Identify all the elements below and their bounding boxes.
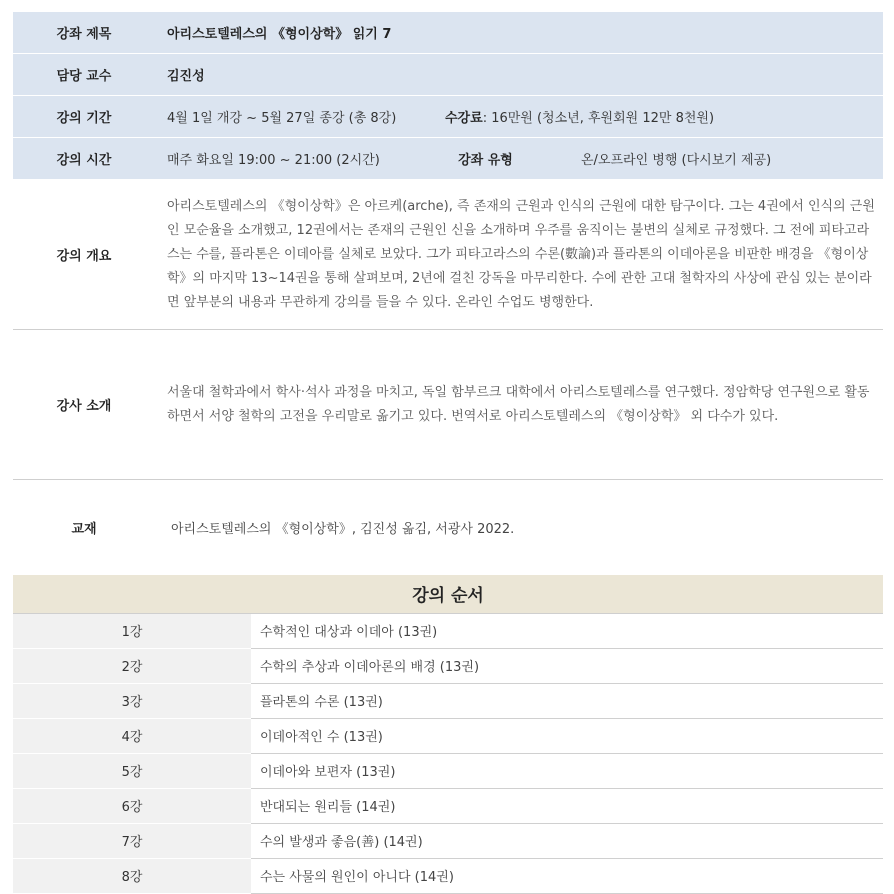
time-value: 매주 화요일 19:00 ~ 21:00 (2시간) [155, 138, 445, 180]
session-topic: 수는 사물의 원인이 아니다 (14권) [251, 858, 883, 893]
type-label: 강좌 유형 [445, 138, 525, 180]
session-number: 4강 [13, 718, 251, 753]
type-value: 온/오프라인 병행 (다시보기 제공) [525, 138, 883, 180]
fee-cell [445, 96, 883, 138]
table-row [13, 613, 883, 648]
title-row [13, 12, 883, 54]
table-row [13, 683, 883, 718]
fee-value: : 16만원 (청소년, 후원회원 12만 8천원) [482, 111, 715, 126]
session-number: 7강 [13, 823, 251, 858]
session-number: 1강 [13, 613, 251, 648]
session-topic: 수학의 추상과 이데아론의 배경 (13권) [251, 648, 883, 683]
instructor-row [13, 330, 883, 480]
schedule-header-row [13, 575, 883, 614]
overview-row [13, 180, 883, 330]
course-info-table [13, 12, 883, 575]
schedule-title: 강의 순서 [13, 575, 883, 614]
table-row [13, 788, 883, 823]
overview-text: 아리스토텔레스의 《형이상학》은 아르케(arche), 즉 존재의 근원과 인식의 근원에 대한 탐구이다. 그는 4권에서 인식의 근원인 모순율을 소개했고, 12권에서는 존재의 근원인 신을 소개하며 우주를 움직이는 불변의 실체로 규정했다. 그 전에 피타고라스는 수를, 플라톤은 이데아를 실체로 보았다. 그가 피타고라스의 수론(數論)과 플라톤의 이데아론을 비판한 배경을 《형이상학》의 마지막 13~14권을 통해 살펴보며, 2년에 걸친 강독을 마무리한다. 수에 관한 고대 철학자의 사상에 관심 있는 분이라면 앞부분의 내용과 무관하게 강의를 들을 수 있다. 온라인 수업도 병행한다. [155, 180, 883, 330]
instructor-label: 강사 소개 [13, 330, 155, 480]
table-row [13, 823, 883, 858]
session-topic: 플라톤의 수론 (13권) [251, 683, 883, 718]
session-topic: 이데아적인 수 (13권) [251, 718, 883, 753]
period-label: 강의 기간 [13, 96, 155, 138]
session-number: 5강 [13, 753, 251, 788]
course-page [13, 12, 883, 894]
session-topic: 수학적인 대상과 이데아 (13권) [251, 613, 883, 648]
textbook-label: 교재 [71, 521, 97, 537]
session-topic: 수의 발생과 좋음(善) (14권) [251, 823, 883, 858]
fee-label: 수강료 [445, 111, 483, 126]
course-title: 아리스토텔레스의 《형이상학》 읽기 7 [155, 12, 883, 54]
table-row [13, 718, 883, 753]
time-row [13, 138, 883, 180]
period-row [13, 96, 883, 138]
instructor-text: 서울대 철학과에서 학사·석사 과정을 마치고, 독일 함부르크 대학에서 아리스토텔레스를 연구했다. 정암학당 연구원으로 활동하면서 서양 철학의 고전을 우리말로 옮기고 있다. 번역서로 아리스토텔레스의 《형이상학》 외 다수가 있다. [155, 330, 883, 480]
time-label: 강의 시간 [13, 138, 155, 180]
table-row [13, 753, 883, 788]
professor-row [13, 54, 883, 96]
textbook-value: 아리스토텔레스의 《형이상학》, 김진성 옮김, 서광사 2022. [171, 521, 515, 537]
professor-name: 김진성 [155, 54, 883, 96]
session-topic: 반대되는 원리들 (14권) [251, 788, 883, 823]
session-number: 8강 [13, 858, 251, 893]
period-value: 4월 1일 개강 ~ 5월 27일 종강 (총 8강) [155, 96, 445, 138]
overview-label: 강의 개요 [13, 180, 155, 330]
professor-label: 담당 교수 [13, 54, 155, 96]
textbook-row [13, 480, 883, 575]
session-number: 3강 [13, 683, 251, 718]
schedule-table [13, 575, 883, 894]
session-topic: 이데아와 보편자 (13권) [251, 753, 883, 788]
table-row [13, 648, 883, 683]
title-label: 강좌 제목 [13, 12, 155, 54]
session-number: 2강 [13, 648, 251, 683]
session-number: 6강 [13, 788, 251, 823]
